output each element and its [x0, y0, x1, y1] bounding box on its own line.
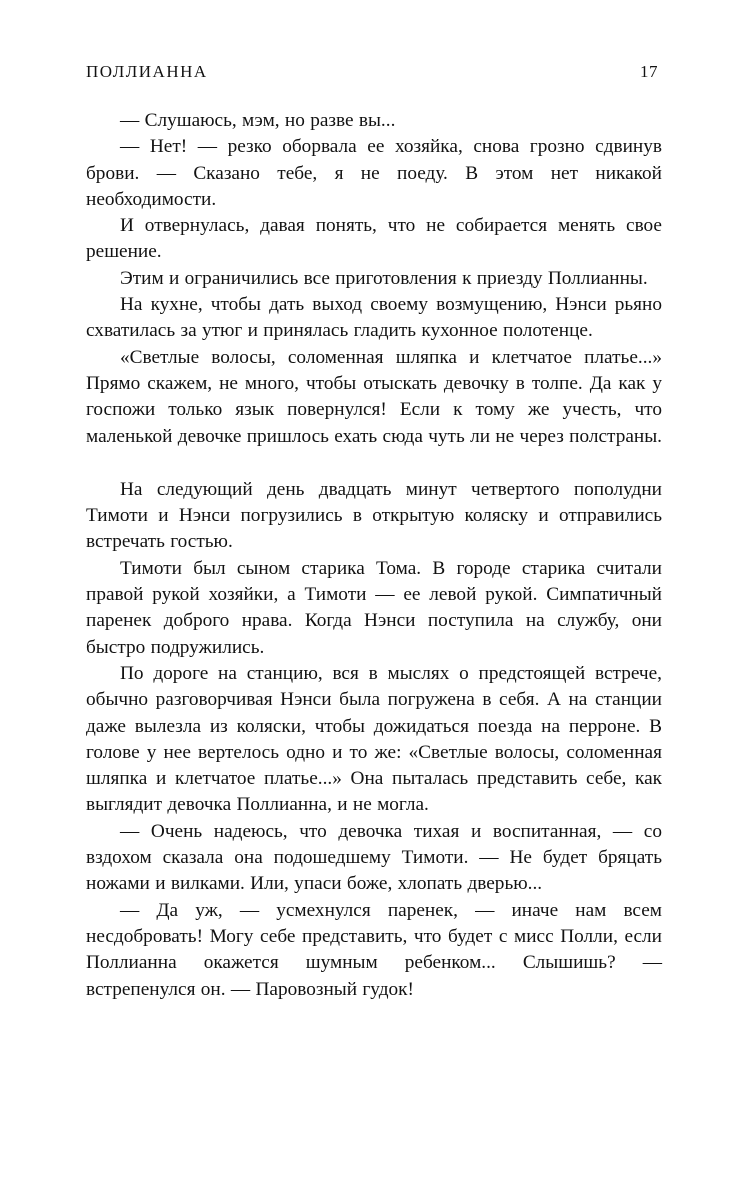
paragraph: — Нет! — резко оборвала ее хозяйка, снова грозно сдвинув брови. — Сказано тебе, я не поеду. В этом нет никакой необходимости. — [86, 136, 662, 210]
body-text-block — [86, 108, 662, 1003]
paragraph: — Слушаюсь, мэм, но разве вы... — [120, 110, 396, 131]
paragraph: «Светлые волосы, соломенная шляпка и клетчатое платье...» Прямо скажем, не много, чтобы отыскать девочку в толпе. Да как у госпожи только язык повернулся! Если к тому же учесть, что маленькой девочке пришлось ехать сюда чуть ли не через полстраны. — [86, 346, 662, 447]
paragraph: По дороге на станцию, вся в мыслях о предстоящей встрече, обычно разговорчивая Нэнси была погружена в себя. А на станции даже вылезла из коляски, чтобы дожидаться поезда на перроне. В голове у нее вертелось одно и то же: «Светлые волосы, соломенная шляпка и клетчатое платье...» Она пыталась представить себе, как выглядит девочка Поллианна, и не могла. — [86, 662, 662, 816]
page-number: 17 — [640, 62, 658, 81]
paragraph: И отвернулась, давая понять, что не собирается менять свое решение. — [86, 215, 662, 263]
paragraph: Тимоти был сыном старика Тома. В городе старика считали правой рукой хозяйки, а Тимоти — ее левой рукой. Симпатичный паренек доброго нрава. Когда Нэнси поступила на службу, они быстро подружились. — [86, 557, 662, 658]
paragraph: На кухне, чтобы дать выход своему возмущению, Нэнси рьяно схватилась за утюг и принялась гладить кухонное полотенце. — [86, 294, 662, 342]
paragraph: Этим и ограничились все приготовления к приезду Поллианны. — [120, 267, 648, 289]
running-header — [86, 62, 658, 82]
running-header-title: ПОЛЛИАННА — [86, 62, 208, 81]
paragraph: — Очень надеюсь, что девочка тихая и воспитанная, — со вздохом сказала она подошедшему Тимоти. — Не будет бряцать ножами и вилками. Или, упаси боже, хлопать дверью... — [86, 820, 662, 895]
paragraph: На следующий день двадцать минут четвертого пополудни Тимоти и Нэнси погрузились в открытую коляску и отправились встречать гостью. — [86, 478, 662, 553]
paragraph: — Да уж, — усмехнулся паренек, — иначе нам всем несдобровать! Могу себе представить, что будет с мисс Полли, если Поллианна окажется шумным ребенком... Слышишь? — встрепенулся он. — Паровозный гудок! — [86, 899, 662, 1000]
